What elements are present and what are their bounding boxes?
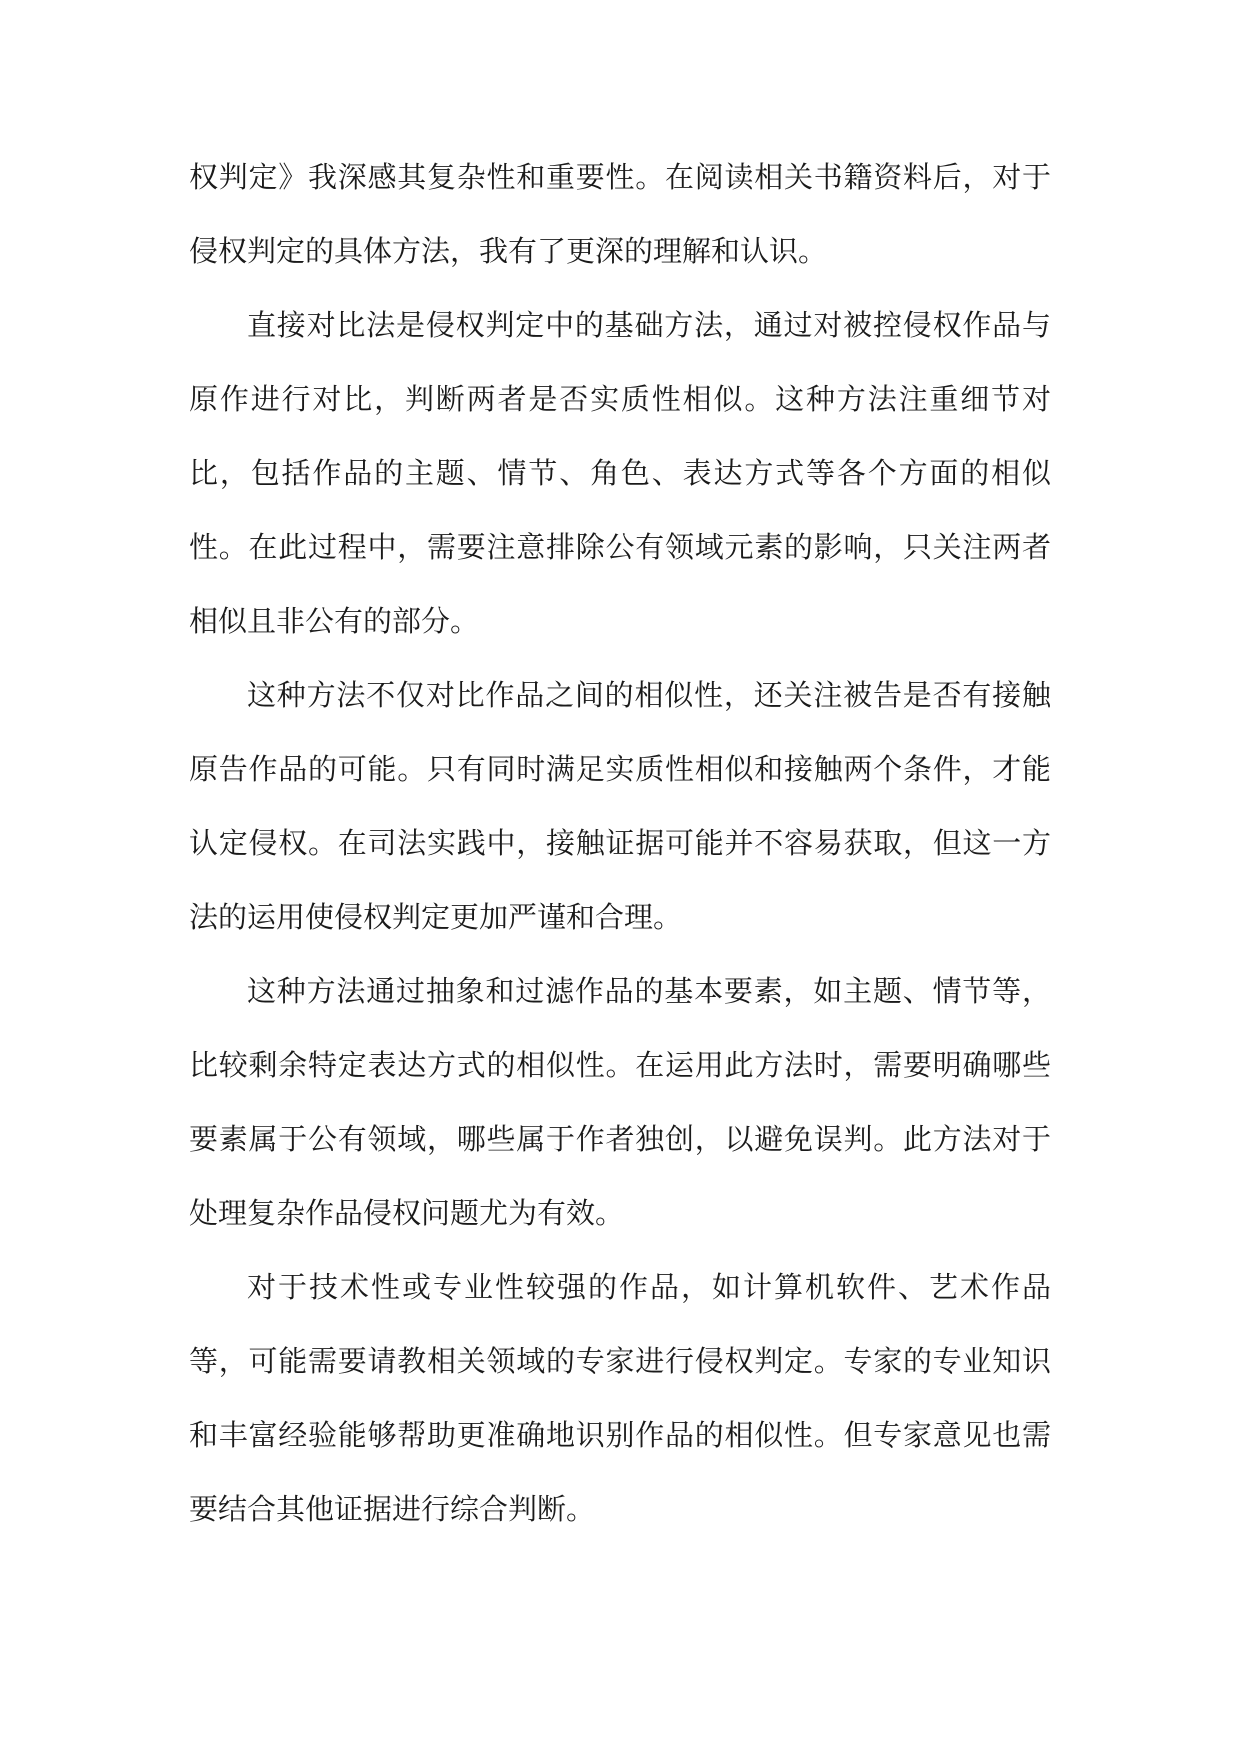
document-body [189,140,1051,1546]
paragraph-4: 这种方法通过抽象和过滤作品的基本要素，如主题、情节等，比较剩余特定表达方式的相似性。在运用此方法时，需要明确哪些要素属于公有领域，哪些属于作者独创，以避免误判。此方法对于处理复杂作品侵权问题尤为有效。 [189,974,1051,1230]
paragraph-3: 这种方法不仅对比作品之间的相似性，还关注被告是否有接触原告作品的可能。只有同时满足实质性相似和接触两个条件，才能认定侵权。在司法实践中，接触证据可能并不容易获取，但这一方法的运用使侵权判定更加严谨和合理。 [189,678,1051,934]
paragraph-2: 直接对比法是侵权判定中的基础方法，通过对被控侵权作品与原作进行对比，判断两者是否实质性相似。这种方法注重细节对比，包括作品的主题、情节、角色、表达方式等各个方面的相似性。在此过程中，需要注意排除公有领域元素的影响，只关注两者相似且非公有的部分。 [189,308,1051,638]
paragraph-5: 对于技术性或专业性较强的作品，如计算机软件、艺术作品等，可能需要请教相关领域的专家进行侵权判定。专家的专业知识和丰富经验能够帮助更准确地识别作品的相似性。但专家意见也需要结合其他证据进行综合判断。 [189,1270,1051,1526]
paragraph-1: 权判定》我深感其复杂性和重要性。在阅读相关书籍资料后，对于侵权判定的具体方法，我有了更深的理解和认识。 [189,160,1051,268]
